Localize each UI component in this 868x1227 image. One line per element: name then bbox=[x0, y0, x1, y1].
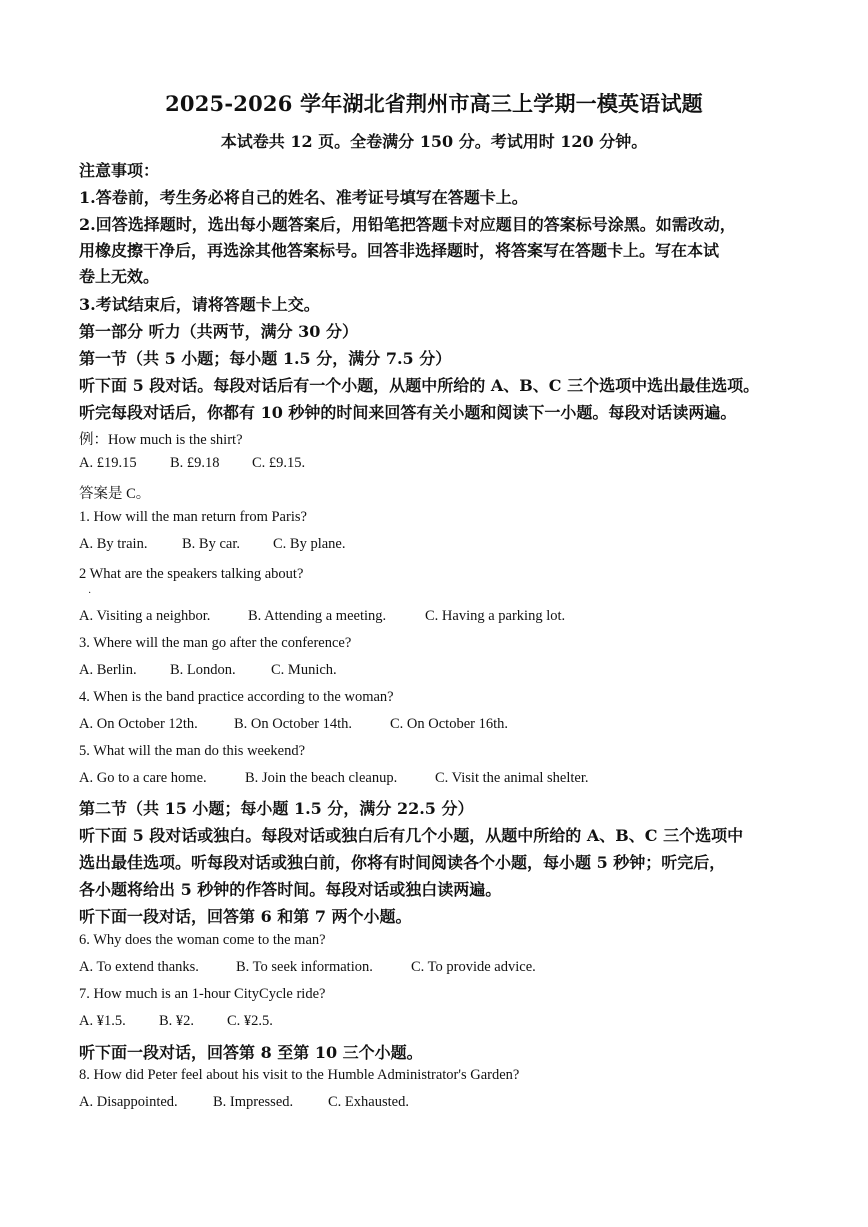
option-c: C. On October 16th. bbox=[390, 716, 508, 732]
option-c: C. Having a parking lot. bbox=[425, 608, 566, 624]
question-5: 5. What will the man do this weekend? bbox=[79, 743, 306, 759]
notice-item-3: 3.考试结束后，请将答题卡上交。 bbox=[79, 295, 320, 314]
question-4: 4. When is the band practice according to the woman? bbox=[79, 689, 394, 705]
question-2: 2 What are the speakers talking about? bbox=[79, 566, 304, 582]
section1-instruction-line-2: 听完每段对话后，你都有 10 秒钟的时间来回答有关小题和阅读下一小题。每段对话读两遍。 bbox=[79, 403, 737, 422]
option-b: B. By car. bbox=[182, 536, 240, 552]
option-a: A. Disappointed. bbox=[79, 1094, 178, 1110]
question-7: 7. How much is an 1-hour CityCycle ride? bbox=[79, 986, 326, 1002]
exam-title: 2025-2026 学年湖北省荆州市高三上学期一模英语试题 bbox=[165, 91, 703, 116]
option-a: A. Visiting a neighbor. bbox=[79, 608, 211, 624]
example-answer: 答案是 C。 bbox=[79, 486, 151, 502]
question-7-options bbox=[79, 1013, 273, 1030]
notice-item-1: 1.答卷前，考生务必将自己的姓名、准考证号填写在答题卡上。 bbox=[79, 188, 528, 207]
section2-instruction-line-2: 选出最佳选项。听每段对话或独白前，你将有时间阅读各个小题，每小题 5 秒钟；听完后， bbox=[79, 853, 726, 872]
option-a: A. On October 12th. bbox=[79, 716, 198, 732]
notice-item-2-line-3: 卷上无效。 bbox=[79, 267, 160, 286]
option-c: C. Munich. bbox=[271, 662, 337, 678]
section2-instruction-line-3: 各小题将给出 5 秒钟的作答时间。每段对话或独白读两遍。 bbox=[79, 880, 502, 899]
section2-instruction-line-1: 听下面 5 段对话或独白。每段对话或独白后有几个小题，从题中所给的 A、B、C 三个选项中 bbox=[79, 826, 744, 845]
group-2-instruction: 听下面一段对话，回答第 8 至第 10 三个小题。 bbox=[79, 1043, 423, 1062]
option-b: B. Impressed. bbox=[213, 1094, 294, 1110]
stray-mark: · bbox=[88, 588, 92, 599]
question-6: 6. Why does the woman come to the man? bbox=[79, 932, 326, 948]
option-c: C. By plane. bbox=[273, 536, 346, 552]
option-c: C. To provide advice. bbox=[411, 959, 536, 975]
question-5-options bbox=[79, 770, 589, 787]
option-b: B. To seek information. bbox=[236, 959, 373, 975]
option-a: A. £19.15 bbox=[79, 455, 137, 471]
question-2-options bbox=[79, 608, 565, 625]
question-1-options bbox=[79, 536, 346, 553]
option-b: B. £9.18 bbox=[170, 455, 220, 471]
option-a: A. Go to a care home. bbox=[79, 770, 207, 786]
question-6-options bbox=[79, 959, 536, 976]
part1-heading: 第一部分 听力（共两节，满分 30 分） bbox=[79, 322, 358, 341]
option-c: C. £9.15. bbox=[252, 455, 306, 471]
notice-heading: 注意事项： bbox=[79, 161, 160, 180]
option-c: C. ¥2.5. bbox=[227, 1013, 273, 1029]
section1-heading: 第一节（共 5 小题；每小题 1.5 分，满分 7.5 分） bbox=[79, 349, 452, 368]
section2-heading: 第二节（共 15 小题；每小题 1.5 分，满分 22.5 分） bbox=[79, 799, 474, 818]
question-8: 8. How did Peter feel about his visit to the Humble Administrator's Garden? bbox=[79, 1067, 520, 1083]
option-b: B. Join the beach cleanup. bbox=[245, 770, 398, 786]
option-a: A. To extend thanks. bbox=[79, 959, 199, 975]
option-b: B. London. bbox=[170, 662, 236, 678]
question-3-options bbox=[79, 662, 337, 679]
notice-item-2-line-2: 用橡皮擦干净后，再选涂其他答案标号。回答非选择题时，将答案写在答题卡上。写在本试 bbox=[79, 241, 720, 260]
option-b: B. Attending a meeting. bbox=[248, 608, 387, 624]
option-c: C. Visit the animal shelter. bbox=[435, 770, 589, 786]
option-b: B. ¥2. bbox=[159, 1013, 195, 1029]
question-4-options bbox=[79, 716, 508, 733]
notice-item-2-line-1: 2.回答选择题时，选出每小题答案后，用铅笔把答题卡对应题目的答案标号涂黑。如需改动， bbox=[79, 215, 736, 234]
group-1-instruction: 听下面一段对话，回答第 6 和第 7 两个小题。 bbox=[79, 907, 412, 926]
question-1: 1. How will the man return from Paris? bbox=[79, 509, 307, 525]
question-3: 3. Where will the man go after the conference? bbox=[79, 635, 352, 651]
section1-instruction-line-1: 听下面 5 段对话。每段对话后有一个小题，从题中所给的 A、B、C 三个选项中选出最佳选项。 bbox=[79, 376, 760, 395]
option-a: A. By train. bbox=[79, 536, 148, 552]
option-a: A. Berlin. bbox=[79, 662, 137, 678]
example-question: 例：How much is the shirt? bbox=[79, 432, 243, 448]
option-a: A. ¥1.5. bbox=[79, 1013, 126, 1029]
question-8-options bbox=[79, 1094, 409, 1111]
exam-subtitle: 本试卷共 12 页。全卷满分 150 分。考试用时 120 分钟。 bbox=[220, 132, 648, 151]
option-b: B. On October 14th. bbox=[234, 716, 352, 732]
option-c: C. Exhausted. bbox=[328, 1094, 409, 1110]
example-options bbox=[79, 455, 305, 472]
